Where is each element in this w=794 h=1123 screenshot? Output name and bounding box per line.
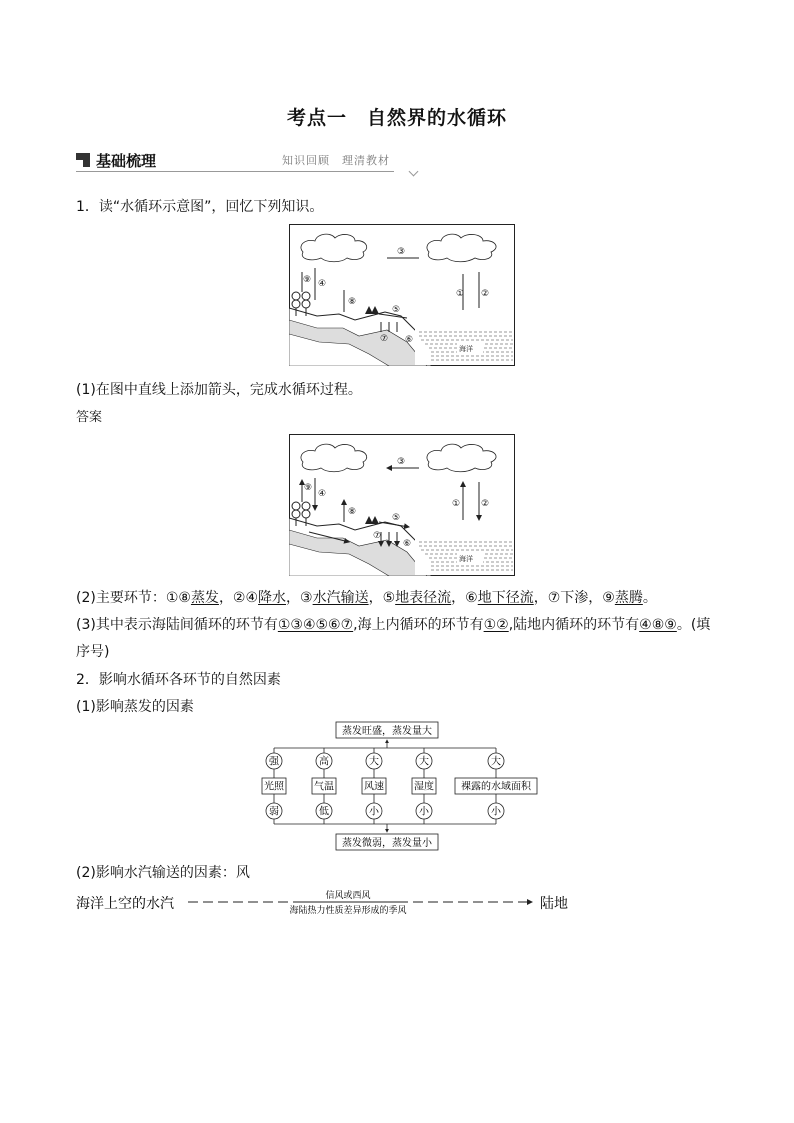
section-header xyxy=(76,150,394,172)
route-bottom-label: 海陆热力性质差异形成的季风 xyxy=(289,906,407,916)
label-1: ① xyxy=(456,289,465,299)
water-cycle-diagram-blank xyxy=(289,224,515,366)
answer-land-cycle: ④⑧⑨ xyxy=(639,617,677,633)
factor-label: 光照 xyxy=(264,781,284,793)
q1-sub3-line2: 序号) xyxy=(76,644,110,660)
label-9: ⑨ xyxy=(304,483,313,493)
top-result-text: 蒸发旺盛，蒸发量大 xyxy=(342,726,432,737)
section-marker-icon xyxy=(76,153,90,167)
low-level-text: 低 xyxy=(319,806,329,818)
label-3: ③ xyxy=(397,457,406,467)
water-cycle-diagram-answer xyxy=(289,434,515,576)
label-6: ⑥ xyxy=(405,335,414,345)
bottom-result-text: 蒸发微弱，蒸发量小 xyxy=(342,838,432,849)
section-subtitle: 知识回顾 理清教材 xyxy=(282,154,390,167)
factor-label: 湿度 xyxy=(414,781,434,793)
answer-label: 答案 xyxy=(76,410,103,425)
factor-column xyxy=(455,748,537,824)
factor-label: 裸露的水域面积 xyxy=(461,781,531,793)
factor-column xyxy=(262,748,286,824)
low-level-text: 小 xyxy=(491,806,501,818)
answer-transpiration: 蒸腾 xyxy=(614,590,643,606)
label-2: ② xyxy=(481,289,490,299)
label-6: ⑥ xyxy=(403,539,412,549)
route-top-label: 信风或西风 xyxy=(325,891,371,901)
factor-column xyxy=(412,748,436,824)
answer-precipitation: 降水 xyxy=(258,590,287,606)
label-5: ⑤ xyxy=(392,305,401,315)
factor-column xyxy=(312,748,336,824)
high-level-text: 大 xyxy=(369,756,379,768)
ocean-label: 海洋 xyxy=(459,555,473,563)
answer-surface-runoff: 地表径流 xyxy=(395,590,452,606)
q2-sub2: (2)影响水汽输送的因素：风 xyxy=(76,865,250,881)
page-title: 考点一 自然界的水循环 xyxy=(286,107,507,129)
route-end: 陆地 xyxy=(540,896,568,912)
q1-sub2: (2)主要环节：①⑧蒸发，②④降水，③水汽输送，⑤地表径流，⑥地下径流，⑦下渗，⑨蒸腾。 xyxy=(76,590,657,606)
label-8: ⑧ xyxy=(348,297,357,307)
factor-columns xyxy=(262,748,537,824)
label-3: ③ xyxy=(397,247,406,257)
label-5: ⑤ xyxy=(392,513,401,523)
section-divider xyxy=(76,171,394,172)
answer-evaporation: 蒸发 xyxy=(190,590,219,606)
label-1: ① xyxy=(452,499,461,509)
low-level-text: 小 xyxy=(369,806,379,818)
section-label: 基础梳理 xyxy=(96,152,157,170)
q2-sub1: (1)影响蒸发的因素 xyxy=(76,699,194,715)
low-level-text: 弱 xyxy=(269,806,279,818)
q2-stem: 2．影响水循环各环节的自然因素 xyxy=(76,672,281,688)
q1-stem: 1．读“水循环示意图”，回忆下列知识。 xyxy=(76,199,324,215)
route-start: 海洋上空的水汽 xyxy=(76,896,174,912)
label-7: ⑦ xyxy=(373,531,382,541)
high-level-text: 强 xyxy=(269,756,279,768)
q1-sub1: (1)在图中直线上添加箭头，完成水循环过程。 xyxy=(76,382,362,398)
answer-vapor-transport: 水汽输送 xyxy=(312,590,369,606)
label-2: ② xyxy=(481,499,490,509)
label-9: ⑨ xyxy=(303,275,312,285)
high-level-text: 大 xyxy=(491,756,501,768)
vapor-transport-route xyxy=(76,888,596,918)
answer-sea-land-cycle: ①③④⑤⑥⑦ xyxy=(277,617,354,633)
label-4: ④ xyxy=(318,279,327,289)
factor-label: 气温 xyxy=(314,781,334,793)
factor-column xyxy=(362,748,386,824)
answer-ocean-cycle: ①② xyxy=(483,617,509,633)
label-8: ⑧ xyxy=(348,507,357,517)
high-level-text: 大 xyxy=(419,756,429,768)
q1-sub3: (3)其中表示海陆间循环的环节有①③④⑤⑥⑦,海上内循环的环节有①②,陆地内循环的环节有④⑧⑨。(填 xyxy=(76,617,711,633)
label-4: ④ xyxy=(318,489,327,499)
label-7: ⑦ xyxy=(380,334,389,344)
divider-notch xyxy=(409,167,419,177)
ocean-label: 海洋 xyxy=(459,345,473,353)
factor-label: 风速 xyxy=(364,781,384,793)
answer-groundwater-runoff: 地下径流 xyxy=(477,590,534,606)
high-level-text: 高 xyxy=(319,756,329,768)
evaporation-factors-chart xyxy=(258,720,548,854)
low-level-text: 小 xyxy=(419,806,429,818)
